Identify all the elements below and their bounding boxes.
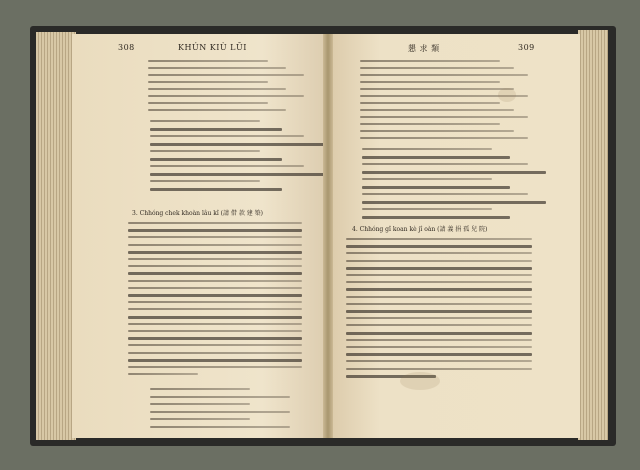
text-line bbox=[150, 173, 326, 176]
text-line bbox=[150, 180, 260, 182]
text-line bbox=[148, 102, 268, 104]
text-line bbox=[346, 245, 532, 248]
text-line bbox=[148, 88, 286, 90]
text-line bbox=[128, 316, 302, 319]
text-line bbox=[346, 339, 532, 341]
right-page-number: 309 bbox=[518, 43, 535, 52]
left-running-head: KHÚN KIÙ LŬI bbox=[178, 43, 247, 52]
text-line bbox=[150, 396, 290, 398]
text-line bbox=[128, 265, 302, 267]
text-line bbox=[346, 267, 532, 270]
text-line bbox=[128, 258, 302, 260]
text-line bbox=[128, 287, 302, 289]
text-line bbox=[128, 272, 302, 275]
text-line bbox=[148, 95, 304, 97]
text-line bbox=[362, 193, 528, 195]
text-line bbox=[150, 188, 282, 191]
text-line bbox=[360, 60, 500, 62]
text-line bbox=[360, 88, 514, 90]
text-line bbox=[150, 150, 260, 152]
left-section-title: 3. Chhóng chek khoàn lâu kî (請 借 款 建 築) bbox=[132, 210, 263, 217]
text-line bbox=[148, 60, 268, 62]
text-line bbox=[360, 102, 500, 104]
paper-stain bbox=[400, 372, 440, 390]
text-line bbox=[362, 186, 510, 189]
text-line bbox=[346, 310, 532, 313]
text-line bbox=[362, 216, 510, 219]
text-line bbox=[346, 353, 532, 356]
text-line bbox=[148, 81, 268, 83]
text-line bbox=[150, 135, 304, 137]
text-line bbox=[362, 171, 546, 174]
text-line bbox=[346, 368, 532, 370]
text-line bbox=[128, 337, 302, 340]
text-line bbox=[128, 244, 302, 246]
text-line bbox=[360, 116, 528, 118]
text-line bbox=[362, 178, 492, 180]
text-line bbox=[128, 373, 198, 375]
text-line bbox=[150, 411, 290, 413]
text-line bbox=[150, 120, 260, 122]
text-line bbox=[360, 130, 514, 132]
text-line bbox=[128, 330, 302, 332]
text-line bbox=[128, 280, 302, 282]
text-line bbox=[346, 346, 532, 348]
text-line bbox=[346, 260, 532, 262]
text-line bbox=[360, 123, 500, 125]
text-line bbox=[360, 67, 514, 69]
text-line bbox=[150, 388, 250, 390]
text-line bbox=[150, 403, 250, 405]
text-line bbox=[362, 208, 492, 210]
page-edges-left bbox=[36, 32, 76, 440]
text-line bbox=[362, 163, 528, 165]
text-line bbox=[150, 418, 250, 420]
text-line bbox=[128, 222, 302, 224]
text-line bbox=[128, 323, 302, 325]
text-line bbox=[346, 296, 532, 298]
text-line bbox=[346, 281, 532, 283]
text-line bbox=[360, 109, 514, 111]
book-gutter bbox=[323, 34, 333, 438]
text-line bbox=[150, 158, 282, 161]
paper-stain bbox=[498, 88, 516, 102]
text-line bbox=[346, 288, 532, 291]
text-line bbox=[128, 352, 302, 354]
text-line bbox=[360, 137, 528, 139]
text-line bbox=[346, 303, 532, 305]
text-line bbox=[346, 317, 532, 319]
text-line bbox=[360, 74, 528, 76]
text-line bbox=[362, 148, 492, 150]
text-line bbox=[128, 366, 302, 368]
text-line bbox=[150, 165, 304, 167]
text-line bbox=[362, 201, 546, 204]
text-line bbox=[148, 74, 304, 76]
text-line bbox=[148, 67, 286, 69]
page-edges-right bbox=[578, 30, 608, 440]
text-line bbox=[128, 251, 302, 254]
text-line bbox=[150, 128, 282, 131]
right-running-head: 懇 求 類 bbox=[408, 44, 440, 53]
left-page-number: 308 bbox=[118, 43, 135, 52]
text-line bbox=[150, 143, 326, 146]
text-line bbox=[362, 156, 510, 159]
text-line bbox=[128, 359, 302, 362]
text-line bbox=[346, 238, 532, 240]
text-line bbox=[148, 109, 286, 111]
text-line bbox=[150, 426, 290, 428]
text-line bbox=[128, 301, 302, 303]
text-line bbox=[128, 294, 302, 297]
text-line bbox=[346, 274, 532, 276]
right-section-title: 4. Chhóng gî koan kè jî oàn (請 義 捐 孤 兒 院) bbox=[352, 226, 488, 233]
text-line bbox=[128, 229, 302, 232]
text-line bbox=[346, 332, 532, 335]
text-line bbox=[360, 81, 500, 83]
